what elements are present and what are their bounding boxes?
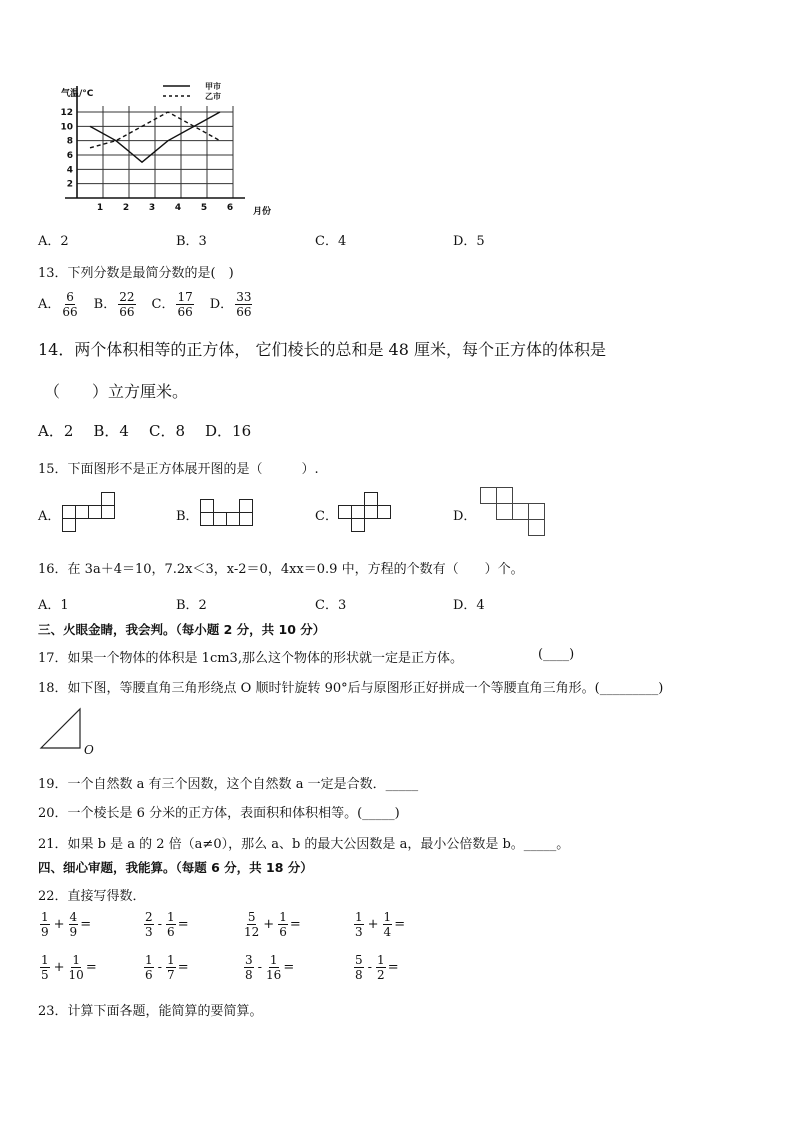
fraction-denominator: 6 bbox=[167, 925, 175, 939]
calc-item bbox=[38, 953, 97, 982]
operand-b bbox=[166, 953, 176, 982]
legend-label-2: 乙市 bbox=[205, 92, 221, 101]
x-tick-label: 2 bbox=[122, 203, 130, 213]
y-tick-label: 12 bbox=[60, 108, 73, 118]
fraction-denominator: 3 bbox=[355, 925, 363, 939]
equals-sign[interactable]: = bbox=[177, 917, 189, 932]
equals-sign[interactable]: = bbox=[289, 917, 301, 932]
q17-text: 17．如果一个物体的体积是 1cm3,那么这个物体的形状就一定是正方体。 bbox=[38, 651, 463, 666]
operand-b bbox=[69, 953, 84, 982]
q12-option-c[interactable]: C．4 bbox=[315, 234, 347, 249]
equals-sign[interactable]: = bbox=[80, 917, 92, 932]
operand-b bbox=[383, 910, 393, 939]
q16-option-a[interactable]: A．1 bbox=[38, 598, 69, 613]
q20-text: 20．一个棱长是 6 分米的正方体，表面积和体积相等。(_____) bbox=[38, 806, 400, 821]
operand-a bbox=[40, 953, 50, 982]
q15-stem: 15．下面图形不是正方体展开图的是（ ）. bbox=[38, 462, 319, 477]
operand-b bbox=[69, 910, 79, 939]
fraction-numerator: 1 bbox=[377, 953, 385, 967]
operand-a bbox=[144, 953, 154, 982]
q13-option-c[interactable]: C． $\frac{17}{66}$ bbox=[151, 290, 193, 319]
operator: + bbox=[367, 917, 379, 932]
q16-option-d[interactable]: D．4 bbox=[453, 598, 485, 613]
operator: - bbox=[157, 960, 163, 975]
x-tick-label: 6 bbox=[226, 203, 234, 213]
chart-labels bbox=[60, 81, 271, 217]
operator: + bbox=[53, 960, 65, 975]
q16-option-c[interactable]: C．3 bbox=[315, 598, 347, 613]
q13-options bbox=[38, 290, 254, 319]
q21-text: 21．如果 b 是 a 的 2 倍（a≠0），那么 a、b 的最大公因数是 a，最小公倍数是 b。_____。 bbox=[38, 837, 570, 852]
q23-text: 23．计算下面各题，能简算的要简算。 bbox=[38, 1004, 263, 1019]
x-tick-label: 4 bbox=[174, 203, 182, 213]
calc-item bbox=[38, 910, 91, 939]
q19-text: 19．一个自然数 a 有三个因数，这个自然数 a 一定是合数．_____ bbox=[38, 777, 419, 792]
fraction-denominator: 9 bbox=[41, 925, 49, 939]
operand-b bbox=[278, 910, 288, 939]
operand-a bbox=[244, 910, 259, 939]
q14-line1: 14．两个体积相等的正方体， 它们棱长的总和是 48 厘米，每个正方体的体积是 bbox=[38, 340, 606, 359]
q14-options bbox=[38, 420, 251, 441]
q14-option-d[interactable]: D．16 bbox=[205, 422, 252, 440]
y-axis-label: 气温/°C bbox=[61, 89, 94, 99]
y-tick-label: 6 bbox=[66, 151, 73, 161]
fraction-denominator: 8 bbox=[355, 968, 363, 982]
operator: + bbox=[263, 917, 275, 932]
x-axis-label: 月份 bbox=[253, 207, 272, 217]
x-tick-label: 1 bbox=[96, 203, 104, 213]
q22-stem: 22．直接写得数． bbox=[38, 889, 146, 904]
operand-b bbox=[266, 953, 281, 982]
y-tick-label: 2 bbox=[66, 179, 73, 190]
fraction-numerator: 3 bbox=[245, 953, 253, 967]
operand-a bbox=[354, 953, 364, 982]
fraction-numerator: 22 bbox=[119, 290, 135, 304]
fraction-denominator: 5 bbox=[41, 968, 49, 982]
operator: - bbox=[257, 960, 263, 975]
fraction-numerator: 1 bbox=[355, 910, 363, 924]
operator: - bbox=[157, 917, 163, 932]
point-o-label: O bbox=[84, 743, 94, 757]
q15-option-c[interactable]: C． bbox=[315, 509, 338, 524]
equals-sign[interactable]: = bbox=[177, 960, 189, 975]
fraction-denominator: 6 bbox=[279, 925, 287, 939]
q15-option-b[interactable]: B． bbox=[176, 509, 199, 524]
q14-option-a[interactable]: A．2 bbox=[38, 422, 74, 440]
section-3-heading: 三、火眼金睛，我会判。（每小题 2 分，共 10 分） bbox=[38, 622, 326, 637]
fraction-numerator: 1 bbox=[167, 953, 175, 967]
fraction-numerator: 1 bbox=[279, 910, 287, 924]
fraction-denominator: 66 bbox=[62, 305, 78, 319]
fraction-numerator: 17 bbox=[177, 290, 193, 304]
fraction-denominator: 6 bbox=[145, 968, 153, 982]
calc-item bbox=[352, 910, 405, 939]
legend-label-1: 甲市 bbox=[205, 82, 221, 91]
q13-option-b[interactable]: B． $\frac{22}{66}$ bbox=[93, 290, 135, 319]
calc-item bbox=[142, 953, 189, 982]
fraction-numerator: 4 bbox=[69, 910, 78, 924]
equals-sign[interactable]: = bbox=[394, 917, 406, 932]
operand-b bbox=[166, 910, 176, 939]
q13-option-a[interactable]: A． $\frac{6}{66}$ bbox=[38, 290, 78, 319]
q16-option-b[interactable]: B．2 bbox=[176, 598, 207, 613]
equals-sign[interactable]: = bbox=[85, 960, 97, 975]
operand-a bbox=[244, 953, 254, 982]
fraction-numerator: 1 bbox=[41, 910, 49, 924]
y-tick-label: 10 bbox=[60, 122, 73, 133]
q15-option-d[interactable]: D． bbox=[453, 509, 477, 524]
operand-a bbox=[144, 910, 154, 939]
temperature-chart bbox=[55, 78, 295, 218]
operator: - bbox=[367, 960, 373, 975]
fraction-numerator: 1 bbox=[269, 953, 278, 967]
net-figure-a bbox=[62, 492, 116, 532]
net-figure-d bbox=[480, 487, 548, 539]
fraction-denominator: 12 bbox=[244, 925, 260, 939]
q13-option-d[interactable]: D． $\frac{33}{66}$ bbox=[209, 290, 252, 319]
chart-grid bbox=[65, 86, 245, 198]
fraction-numerator: 1 bbox=[41, 953, 49, 967]
operand-a bbox=[40, 910, 50, 939]
net-figure-b bbox=[200, 499, 254, 527]
net-figure-c bbox=[338, 492, 394, 532]
x-tick-label: 5 bbox=[200, 203, 208, 213]
q17-answer-blank[interactable]: (____) bbox=[538, 647, 575, 662]
fraction-numerator: 33 bbox=[236, 290, 252, 304]
q14-line2: （ ）立方厘米。 bbox=[44, 382, 189, 401]
calc-item bbox=[352, 953, 399, 982]
fraction-denominator: 2 bbox=[377, 968, 385, 982]
fraction-denominator: 66 bbox=[119, 305, 135, 319]
fraction-denominator: 9 bbox=[69, 925, 78, 939]
operator: + bbox=[53, 917, 65, 932]
fraction-numerator: 1 bbox=[167, 910, 175, 924]
fraction-numerator: 1 bbox=[383, 910, 392, 924]
fraction-denominator: 7 bbox=[167, 968, 175, 982]
fraction-numerator: 1 bbox=[72, 953, 80, 967]
q15-option-a[interactable]: A． bbox=[38, 509, 61, 524]
fraction-denominator: 4 bbox=[383, 925, 392, 939]
fraction-denominator: 16 bbox=[266, 968, 282, 982]
fraction-denominator: 3 bbox=[145, 925, 153, 939]
fraction-numerator: 1 bbox=[145, 953, 153, 967]
calc-item bbox=[242, 953, 294, 982]
fraction-numerator: 2 bbox=[145, 910, 153, 924]
calc-item bbox=[142, 910, 189, 939]
section-4-heading: 四、细心审题，我能算。（每题 6 分，共 18 分） bbox=[38, 860, 313, 875]
q14-option-b[interactable]: B．4 bbox=[93, 422, 129, 440]
operand-b bbox=[376, 953, 386, 982]
y-tick-label: 8 bbox=[66, 136, 73, 147]
fraction-numerator: 6 bbox=[66, 290, 74, 304]
fraction-denominator: 8 bbox=[245, 968, 253, 982]
q12-option-b[interactable]: B．3 bbox=[176, 234, 207, 249]
x-tick-label: 3 bbox=[148, 203, 156, 213]
equals-sign[interactable]: = bbox=[387, 960, 399, 975]
q13-stem: 13．下列分数是最简分数的是( ) bbox=[38, 266, 234, 281]
q12-option-a[interactable]: A．2 bbox=[38, 234, 69, 249]
fraction-denominator: 66 bbox=[177, 305, 193, 319]
fraction-numerator: 5 bbox=[247, 910, 256, 924]
operand-a bbox=[354, 910, 364, 939]
y-tick-label: 4 bbox=[66, 165, 73, 176]
q16-stem: 16．在 3a＋4＝10，7.2x＜3，x-2＝0，4xx＝0.9 中，方程的个数有（ ）个。 bbox=[38, 562, 524, 577]
calc-item bbox=[242, 910, 301, 939]
fraction-denominator: 66 bbox=[236, 305, 252, 319]
fraction-numerator: 5 bbox=[355, 953, 363, 967]
q12-option-d[interactable]: D．5 bbox=[453, 234, 485, 249]
q14-option-c[interactable]: C．8 bbox=[148, 422, 185, 440]
equals-sign[interactable]: = bbox=[283, 960, 295, 975]
fraction-denominator: 10 bbox=[68, 968, 84, 982]
q18-text: 18．如下图，等腰直角三角形绕点 O 顺时针旋转 90°后与原图形正好拼成一个等腰直角三角形。(_________) bbox=[38, 681, 664, 696]
